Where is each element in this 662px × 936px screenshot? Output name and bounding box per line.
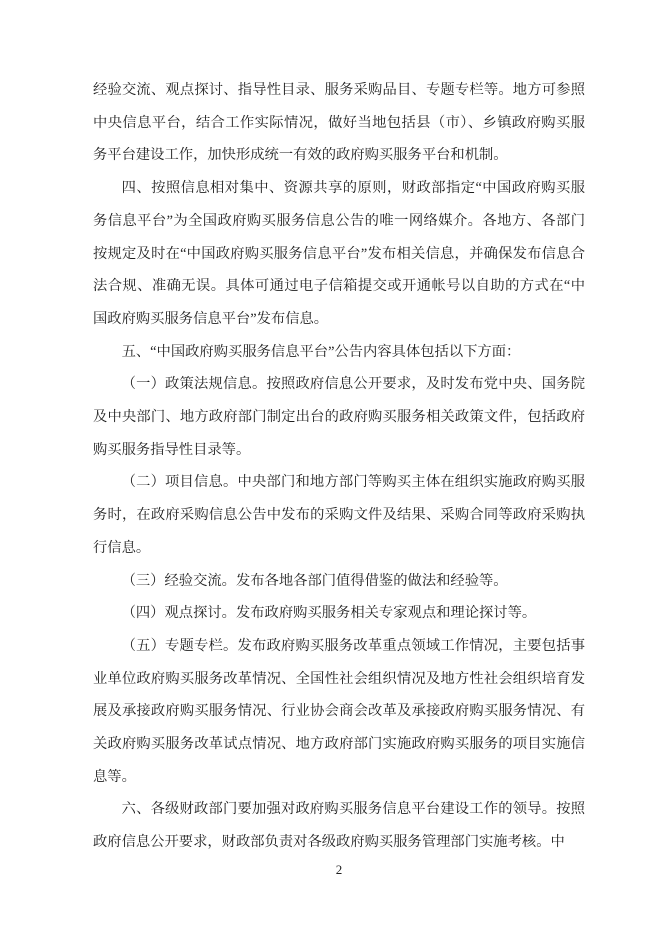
paragraph-item-3: （三）经验交流。发布各地各部门值得借鉴的做法和经验等。	[121, 572, 508, 589]
paragraph-section-5: 五、“中国政府购买服务信息平台”公告内容具体包括以下方面：	[121, 343, 521, 360]
document-body	[93, 74, 585, 859]
paragraph-item-2: （二）项目信息。中央部门和地方部门等购买主体在组织实施政府购买服务时，在政府采购信息公告中发布的采购文件及结果、采购合同等政府采购执行信息。	[93, 474, 585, 556]
paragraph-item-1: （一）政策法规信息。按照政府信息公开要求，及时发布党中央、国务院及中央部门、地方政府部门制定出台的政府购买服务相关政策文件，包括政府购买服务指导性目录等。	[93, 376, 585, 458]
paragraph-item-5: （五）专题专栏。发布政府购买服务改革重点领域工作情况，主要包括事业单位政府购买服务改革情况、全国性社会组织情况及地方性社会组织培育发展及承接政府购买服务情况、行业协会商会改革及承接政府购买服务情况、有关政府购买服务改革试点情况、地方政府部门实施政府购买服务的项目实施信息等。	[93, 637, 585, 785]
paragraph-section-4: 四、按照信息相对集中、资源共享的原则，财政部指定“中国政府购买服务信息平台”为全国政府购买服务信息公告的唯一网络媒介。各地方、各部门按规定及时在“中国政府购买服务信息平台”发布相关信息，并确保发布信息合法合规、准确无误。具体可通过电子信箱提交或开通帐号以自助的方式在“中国政府购买服务信息平台”发布信息。	[93, 180, 585, 327]
page-number: 2	[335, 862, 343, 877]
paragraph-continuation: 经验交流、观点探讨、指导性目录、服务采购品目、专题专栏等。地方可参照中央信息平台，结合工作实际情况，做好当地包括县（市）、乡镇政府购买服务平台建设工作，加快形成统一有效的政府购买服务平台和机制。	[93, 82, 585, 164]
paragraph-section-6: 六、各级财政部门要加强对政府购买服务信息平台建设工作的领导。按照政府信息公开要求，财政部负责对各级政府购买服务管理部门实施考核。中	[93, 801, 585, 851]
paragraph-item-4: （四）观点探讨。发布政府购买服务相关专家观点和理论探讨等。	[121, 605, 537, 622]
